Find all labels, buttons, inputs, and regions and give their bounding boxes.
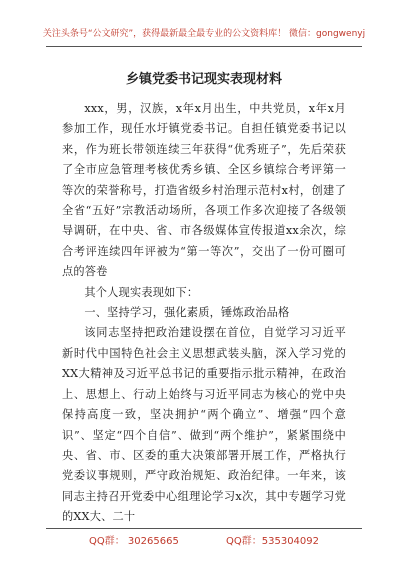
document-title: 乡镇党委书记现实表现材料 [125,72,282,87]
body-paragraph: xxx，男，汉族，x年x月出生，中共党员，x年x月参加工作，现任水圩镇党委书记。自担任镇党委书记以来，作为班长带领连续三年获得“优秀班子”，先后荣获了全市应急管理考核优秀乡镇、全区乡镇综合考评第一等次的荣誉称号，打造省级乡村治理示范村x村，创建了全省“五好”宗教活动场所，各项工作多次迎接了各级领导调研，在中央、省、市各级媒体宣传报道xx余次，综合考评连续四年评被为“第一等次”，交出了一份可圈可点的答卷 [62,102,346,279]
section-paragraph: 该同志坚持把政治建设摆在首位，自觉学习习近平新时代中国特色社会主义思想武装头脑，深入学习党的XX大精神及习近平总书记的重要指示批示精神，在政治上、思想上、行动上始终与习近平同志为核心的党中央保持高度一致，坚决拥护“两个确立”、增强“四个意识”、坚定“四个自信”、做到“两个维护”，紧紧围绕中央、省、市、区委的重大决策部署开展工作，严格执行党委议事规则，严守政治规矩、政治纪律。一年来，该同志主持召开党委中心组理论学习x次，其中专题学习党的XX大、二十 [62,326,346,524]
footer [0,532,408,547]
body-paragraph: 其个人现实表现如下： [84,285,199,299]
header-divider [46,46,362,47]
footer-divider [46,528,362,529]
footer-qq-group-2: QQ群：535304092 [226,536,320,547]
header-promo-text: 关注头条号“公文研究”，获得最新最全最专业的公文资料库！ 微信：gongwenyj [42,29,366,39]
section-heading: 一、坚持学习，强化素质，锤炼政治品格 [84,306,290,320]
document-body [62,99,346,528]
footer-qq-group-1: QQ群： 30265665 [88,536,179,547]
